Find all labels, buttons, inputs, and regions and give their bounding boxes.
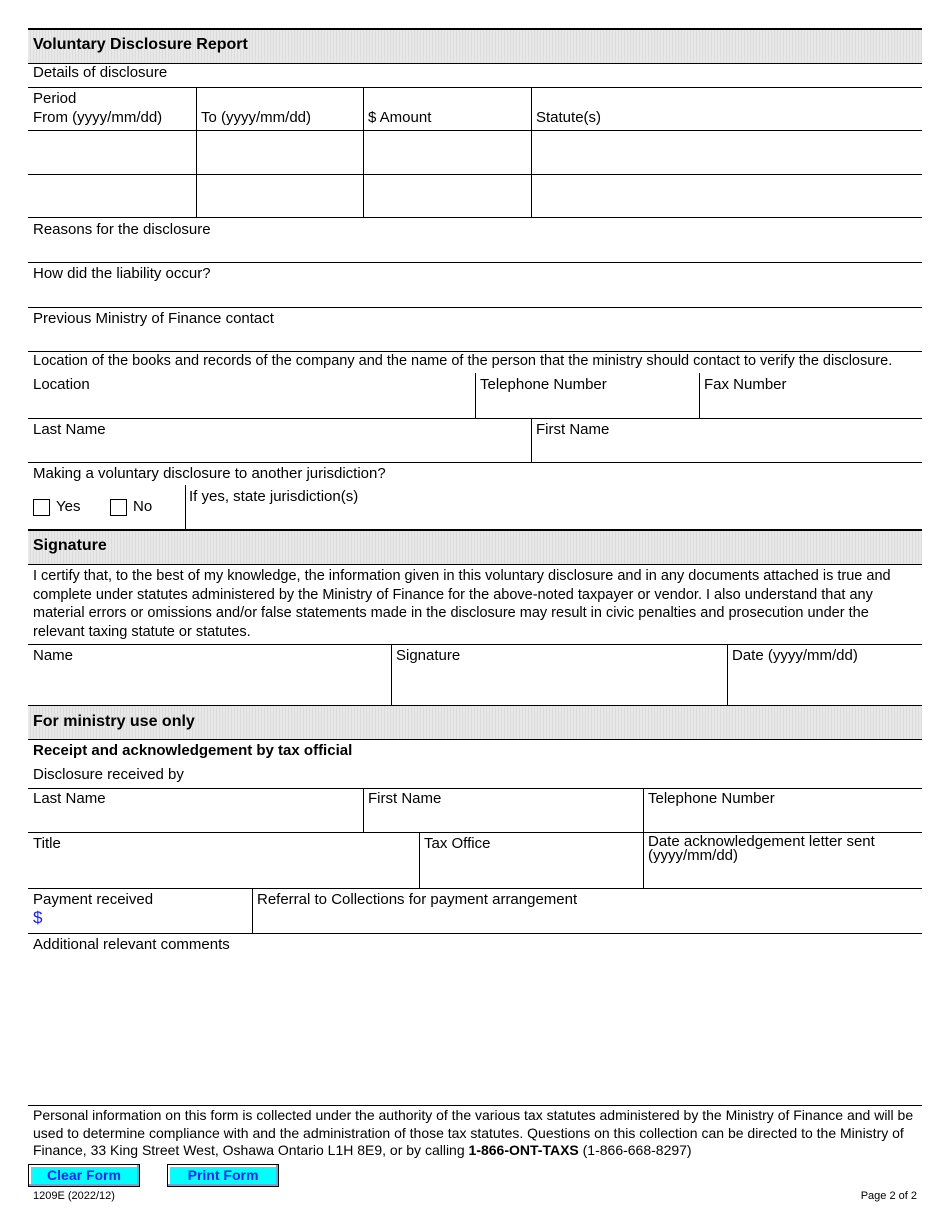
signer-name-field[interactable] xyxy=(28,667,391,704)
signer-name-label: Name xyxy=(33,647,74,664)
comments-label: Additional relevant comments xyxy=(33,936,230,953)
page-number: Page 2 of 2 xyxy=(860,1190,917,1202)
signature-label: Signature xyxy=(396,647,461,664)
referral-field[interactable] xyxy=(253,910,922,932)
official-telephone-field[interactable] xyxy=(644,809,922,831)
received-by-label: Disclosure received by xyxy=(33,766,184,783)
statutes-field-row2[interactable] xyxy=(532,175,922,217)
signature-field[interactable] xyxy=(392,667,727,704)
print-form-button[interactable]: Print Form xyxy=(167,1164,279,1187)
official-last-name-field[interactable] xyxy=(28,809,363,831)
tax-office-label: Tax Office xyxy=(424,835,491,852)
other-jurisdiction-label: Making a voluntary disclosure to another jurisdiction? xyxy=(33,465,386,482)
privacy-text: Personal information on this form is collected under the authority of the various tax statutes administered by the Ministry of Finance and will be used to determine compliance with and the administration of those tax statutes. Questions on this collection can be directed to the Ministry of Finance, 33 King Street West, Oshawa Ontario L1H 8E9, or by calling xyxy=(33,1107,914,1158)
state-jurisdiction-field[interactable] xyxy=(186,507,922,529)
title-field[interactable] xyxy=(28,855,419,887)
referral-label: Referral to Collections for payment arrangement xyxy=(257,891,578,908)
form-code: 1209E (2022/12) xyxy=(33,1190,115,1202)
amount-field-row2[interactable] xyxy=(364,175,531,217)
from-date-field-row2[interactable] xyxy=(28,175,196,217)
statutes-field-row1[interactable] xyxy=(532,131,922,174)
from-date-field-row1[interactable] xyxy=(28,131,196,174)
official-first-name-label: First Name xyxy=(368,790,442,807)
privacy-phone-numeric: (1-866-668-8297) xyxy=(578,1142,692,1158)
ack-letter-label: Date acknowledgement letter sent (yyyy/mm/dd) xyxy=(648,833,875,864)
books-records-label: Location of the books and records of the company and the name of the person that the ministry should contact to verify the disclosure. xyxy=(33,353,893,369)
fax-field[interactable] xyxy=(700,395,922,417)
reasons-label: Reasons for the disclosure xyxy=(33,221,211,238)
amount-field-row1[interactable] xyxy=(364,131,531,174)
section-band-signature xyxy=(28,531,922,565)
no-checkbox[interactable] xyxy=(110,499,127,516)
section-title-signature: Signature xyxy=(33,537,107,554)
payment-received-label: Payment received xyxy=(33,891,154,908)
contact-last-name-field[interactable] xyxy=(28,440,531,462)
official-first-name-field[interactable] xyxy=(364,809,643,831)
no-label: No xyxy=(133,498,153,515)
payment-received-field[interactable] xyxy=(45,909,252,931)
details-label: Details of disclosure xyxy=(33,64,168,81)
telephone-label: Telephone Number xyxy=(480,376,607,393)
clear-form-button[interactable]: Clear Form xyxy=(28,1164,140,1187)
to-date-label: To (yyyy/mm/dd) xyxy=(201,109,312,126)
previous-contact-label: Previous Ministry of Finance contact xyxy=(33,310,274,327)
fax-label: Fax Number xyxy=(704,376,787,393)
yes-checkbox[interactable] xyxy=(33,499,50,516)
signature-date-label: Date (yyyy/mm/dd) xyxy=(732,647,858,664)
receipt-heading: Receipt and acknowledgement by tax official xyxy=(33,742,353,759)
liability-field[interactable] xyxy=(28,284,922,306)
section-title-ministry: For ministry use only xyxy=(33,713,195,730)
contact-first-name-label: First Name xyxy=(536,421,610,438)
privacy-notice xyxy=(33,1107,918,1160)
previous-contact-field[interactable] xyxy=(28,329,922,351)
liability-label: How did the liability occur? xyxy=(33,265,211,282)
official-telephone-label: Telephone Number xyxy=(648,790,775,807)
yes-label: Yes xyxy=(56,498,81,515)
title-label: Title xyxy=(33,835,61,852)
to-date-field-row1[interactable] xyxy=(197,131,363,174)
tax-office-field[interactable] xyxy=(420,855,643,887)
certification-text: I certify that, to the best of my knowledge, the information given in this voluntary disclosure and in any documents attached is true and complete under statutes administered by the Ministry of Finance for the above-noted taxpayer or vendor. I also understand that any material errors or omissions and/or false statements made in the disclosure may result in civic penalties and prosecution under the relevant taxing statute or statutes. xyxy=(33,568,891,640)
contact-last-name-label: Last Name xyxy=(33,421,106,438)
ack-letter-date-field[interactable] xyxy=(644,866,922,887)
privacy-phone-bold: 1-866-ONT-TAXS xyxy=(468,1142,579,1158)
telephone-field[interactable] xyxy=(476,395,699,417)
statutes-label: Statute(s) xyxy=(536,109,602,126)
section-title-disclosure: Voluntary Disclosure Report xyxy=(33,36,248,53)
amount-label: $ Amount xyxy=(368,109,432,126)
from-date-label: From (yyyy/mm/dd) xyxy=(33,109,163,126)
period-label: Period xyxy=(33,90,77,107)
contact-first-name-field[interactable] xyxy=(532,440,922,462)
signature-date-field[interactable] xyxy=(728,667,922,704)
comments-field[interactable] xyxy=(28,956,922,1101)
to-date-field-row2[interactable] xyxy=(197,175,363,217)
state-jurisdiction-label: If yes, state jurisdiction(s) xyxy=(189,488,359,505)
official-last-name-label: Last Name xyxy=(33,790,106,807)
location-label: Location xyxy=(33,376,90,393)
location-field[interactable] xyxy=(28,395,475,417)
reasons-field[interactable] xyxy=(28,240,922,262)
dollar-sign: $ xyxy=(33,908,43,927)
